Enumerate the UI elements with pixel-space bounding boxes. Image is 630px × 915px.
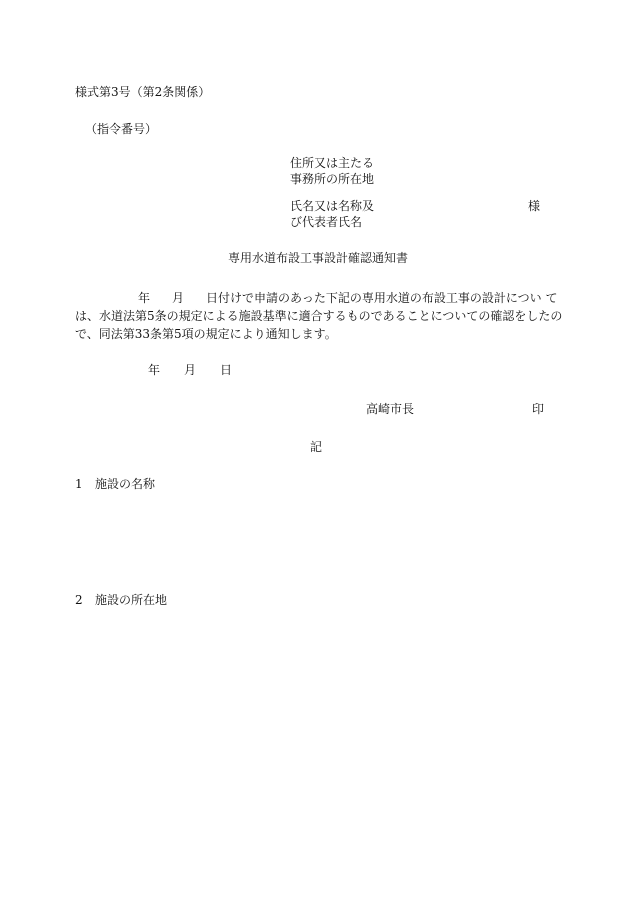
directive-number: （指令番号）	[85, 122, 158, 136]
document-title: 専用水道布設工事設計確認通知書	[228, 251, 409, 265]
date-month-label: 月	[184, 363, 197, 377]
address-label-line1: 住所又は主たる	[290, 156, 375, 170]
body-line-3: で、同法第33条第5項の規定により通知します。	[75, 327, 337, 341]
seal-mark: 印	[532, 402, 545, 416]
body-year-label: 年	[138, 291, 151, 305]
item-number: 1	[75, 477, 83, 491]
body-line-2: は、水道法第5条の規定による施設基準に適合するものであることについての確認をしたの	[75, 309, 563, 323]
item-number: 2	[75, 593, 83, 607]
date-year-label: 年	[148, 363, 161, 377]
issuer-name: 高崎市長	[366, 402, 415, 416]
item-label: 施設の名称	[95, 477, 156, 491]
name-label-line2: び代表者氏名	[290, 215, 363, 229]
record-heading: 記	[310, 440, 323, 454]
date-day-label: 日	[220, 363, 233, 377]
address-label-line2: 事務所の所在地	[290, 172, 375, 186]
body-month-label: 月	[172, 291, 185, 305]
item-label: 施設の所在地	[95, 593, 168, 607]
honorific: 様	[528, 199, 541, 213]
body-line-1: 日付けで申請のあった下記の専用水道の布設工事の設計につい て	[206, 291, 558, 305]
form-number: 様式第3号（第2条関係）	[75, 85, 211, 99]
name-label-line1: 氏名又は名称及	[290, 199, 375, 213]
